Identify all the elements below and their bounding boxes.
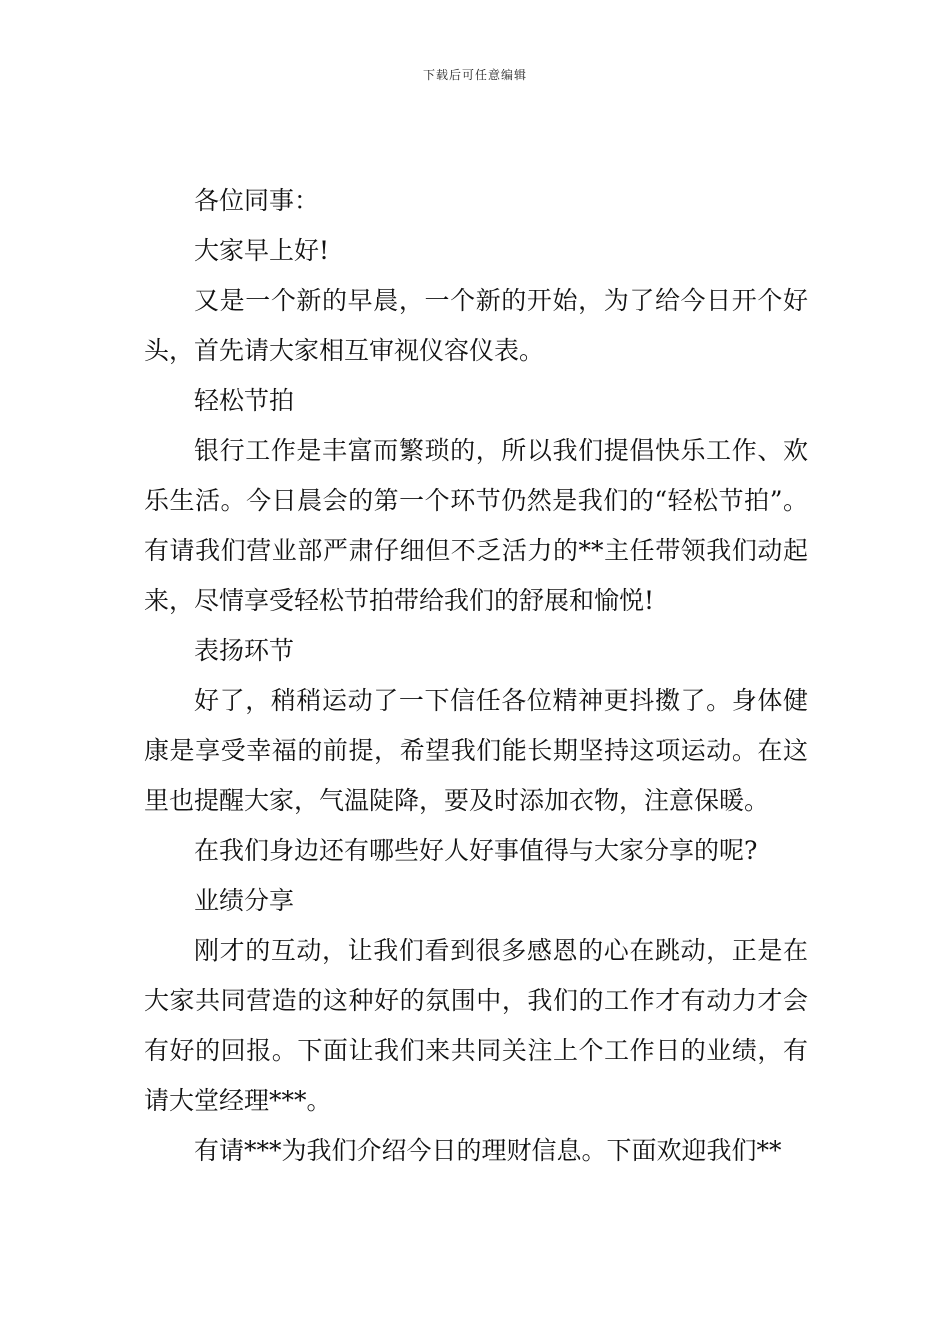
question-paragraph: 在我们身边还有哪些好人好事值得与大家分享的呢? (194, 836, 758, 865)
document-body (144, 176, 808, 1176)
relax-paragraph: 银行工作是丰富而繁琐的，所以我们提倡快乐工作、欢乐生活。今日晨会的第一个环节仍然是我们的“轻松节拍”。有请我们营业部严肃仔细但不乏活力的**主任带领我们动起来，尽情享受轻松节拍带给我们的舒展和愉悦! (144, 436, 808, 615)
section-heading-performance: 业绩分享 (194, 886, 295, 915)
opening-paragraph: 又是一个新的早晨，一个新的开始，为了给今日开个好头，首先请大家相互审视仪容仪表。 (144, 286, 808, 365)
page-header-note: 下载后可任意编辑 (422, 68, 527, 82)
praise-paragraph: 好了，稍稍运动了一下信任各位精神更抖擞了。身体健康是享受幸福的前提，希望我们能长期坚持这项运动。在这里也提醒大家，气温陡降，要及时添加衣物，注意保暖。 (144, 686, 808, 815)
salutation: 各位同事： (194, 186, 320, 215)
greeting: 大家早上好! (194, 236, 330, 265)
section-heading-praise: 表扬环节 (194, 636, 295, 665)
performance-paragraph: 刚才的互动，让我们看到很多感恩的心在跳动，正是在大家共同营造的这种好的氛围中，我们的工作才有动力才会有好的回报。下面让我们来共同关注上个工作日的业绩，有请大堂经理***。 (144, 936, 808, 1115)
closing-paragraph: 有请***为我们介绍今日的理财信息。下面欢迎我们** (194, 1136, 782, 1165)
section-heading-relax: 轻松节拍 (194, 386, 295, 415)
